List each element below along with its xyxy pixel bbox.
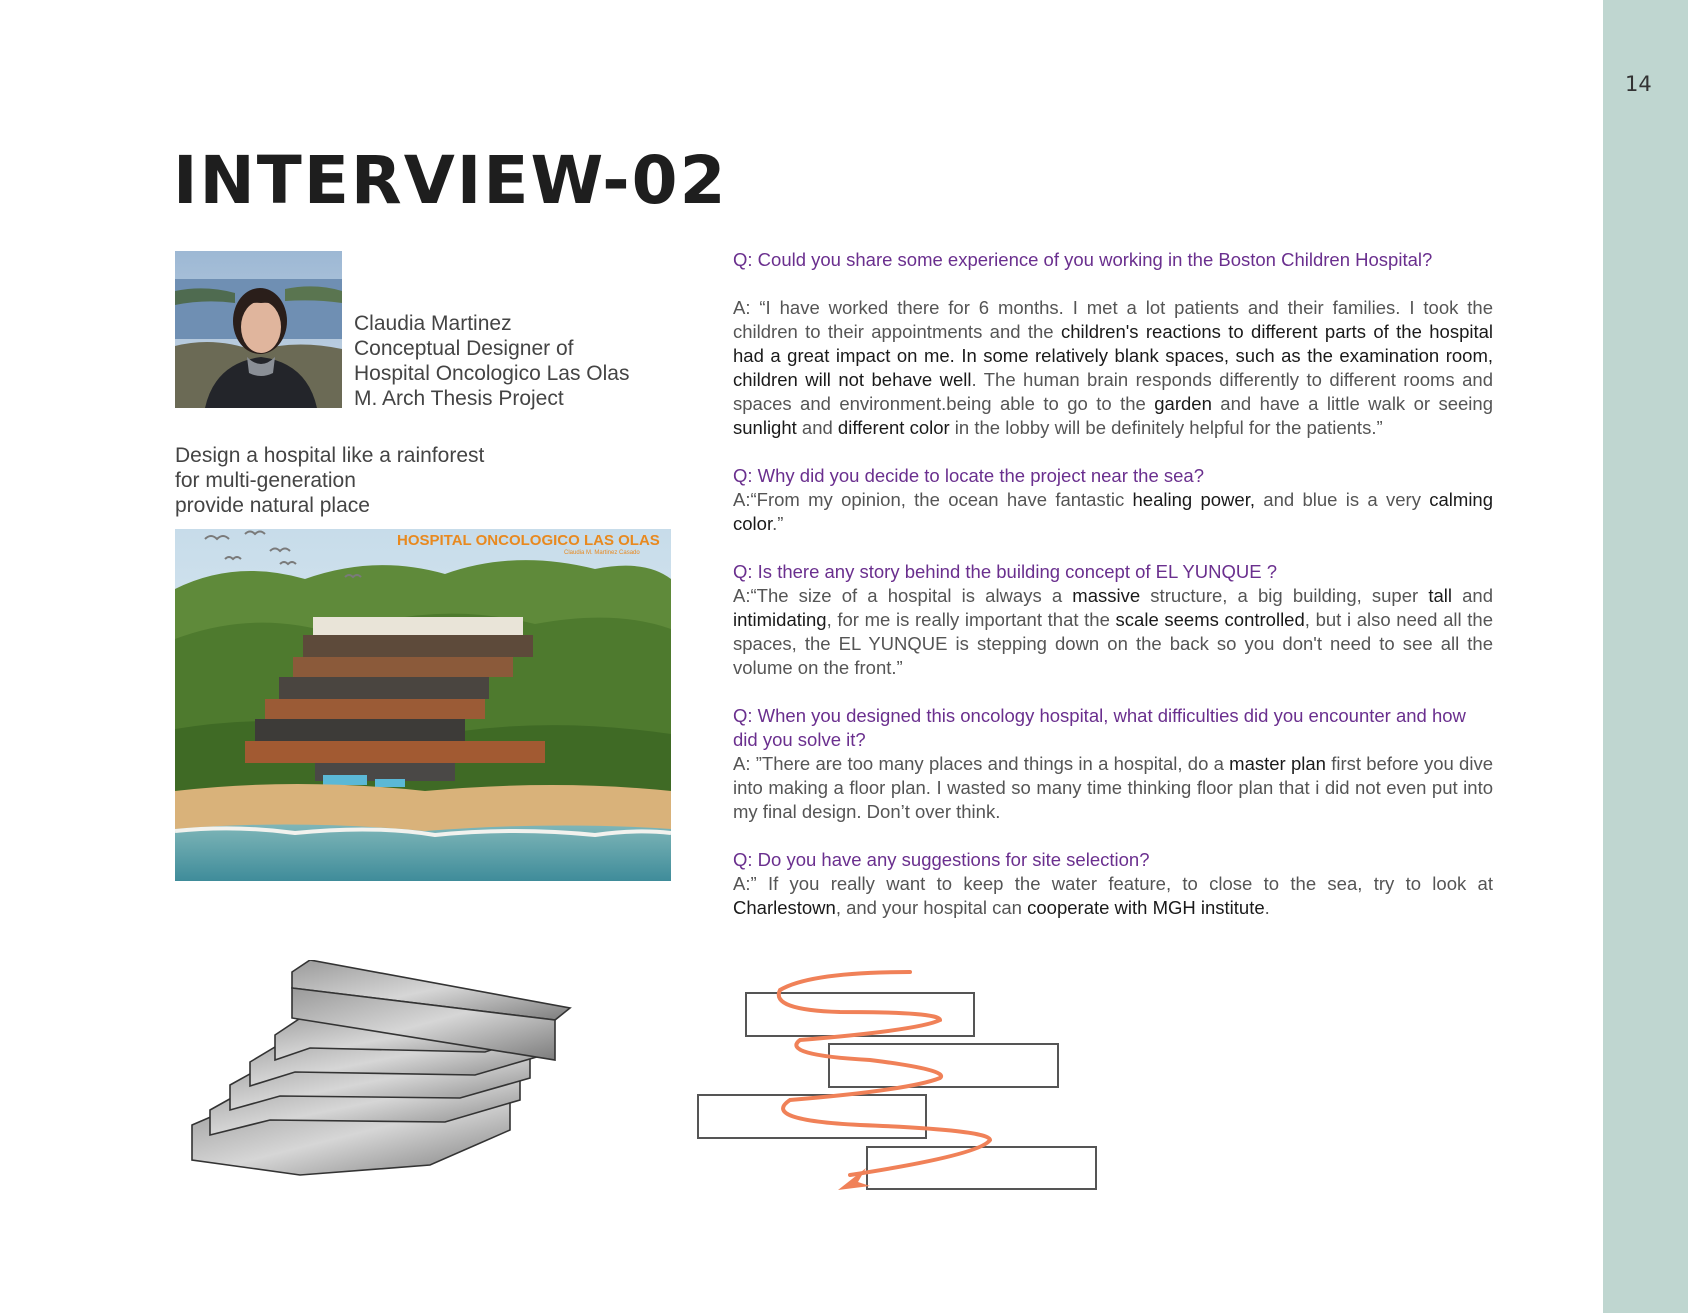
interviewee-role-line: Conceptual Designer of [354,337,574,360]
hospital-render-image [175,529,671,881]
question-text: Q: Do you have any suggestions for site selection? [733,849,1150,870]
answer-text: A:” If you really want to keep the water feature, to close to the sea, try to look at Charlestown, and your hospital can cooperate with MGH institute. [733,873,1493,918]
answer-text: A: ”There are too many places and things in a hospital, do a master plan first before you dive into making a floor plan. I wasted so many time thinking floor plan that i did not even put into my final design. Don’t over think. [733,753,1493,822]
render-credit: Claudia M. Martinez Casado [564,550,640,556]
side-band [1603,0,1688,1313]
question-text: Q: Could you share some experience of you working in the Boston Children Hospital? [733,249,1433,270]
interview-qa [733,248,1493,920]
answer-text: A:“The size of a hospital is always a massive structure, a big building, super tall and intimidating, for me is really important that the scale seems controlled, but i also need all the spaces, the EL YUNQUE is stepping down on the back so you don't need to see all the volume on the front.” [733,585,1494,678]
concept-line: Design a hospital like a rainforest [175,444,485,467]
interviewee-role-line: M. Arch Thesis Project [354,387,564,410]
question-text: Q: Is there any story behind the building concept of EL YUNQUE ? [733,561,1277,582]
massing-model-illustration [180,960,610,1230]
interviewee-name: Claudia Martinez [354,312,512,335]
concept-line: for multi-generation [175,469,356,492]
circulation-diagram [690,960,1110,1200]
portrait-photo [175,251,342,408]
render-title: HOSPITAL ONCOLOGICO LAS OLAS [397,532,660,549]
answer-text: A: “I have worked there for 6 months. I met a lot patients and their families. I took the children to their appointments and the children's reactions to different parts of the hospital had a great impact on me. In some relatively blank spaces, such as the examination room, children will not behave well. The human brain responds differently to different rooms and spaces and environment.being able to go to the garden and have a little walk or seeing sunlight and different color in the lobby will be definitely helpful for the patients.” [733,297,1494,438]
design-concept [175,443,484,518]
page-number: 14 [1625,72,1652,96]
page-title: INTERVIEW-02 [173,142,728,219]
question-text: Q: When you designed this oncology hospital, what difficulties did you encounter and how did you solve it? [733,705,1466,750]
question-text: Q: Why did you decide to locate the project near the sea? [733,465,1205,486]
interviewee-role-line: Hospital Oncologico Las Olas [354,362,630,385]
interviewee-profile [354,311,629,411]
concept-line: provide natural place [175,494,370,517]
answer-text: A:“From my opinion, the ocean have fantastic healing power, and blue is a very calming color.” [733,489,1494,534]
